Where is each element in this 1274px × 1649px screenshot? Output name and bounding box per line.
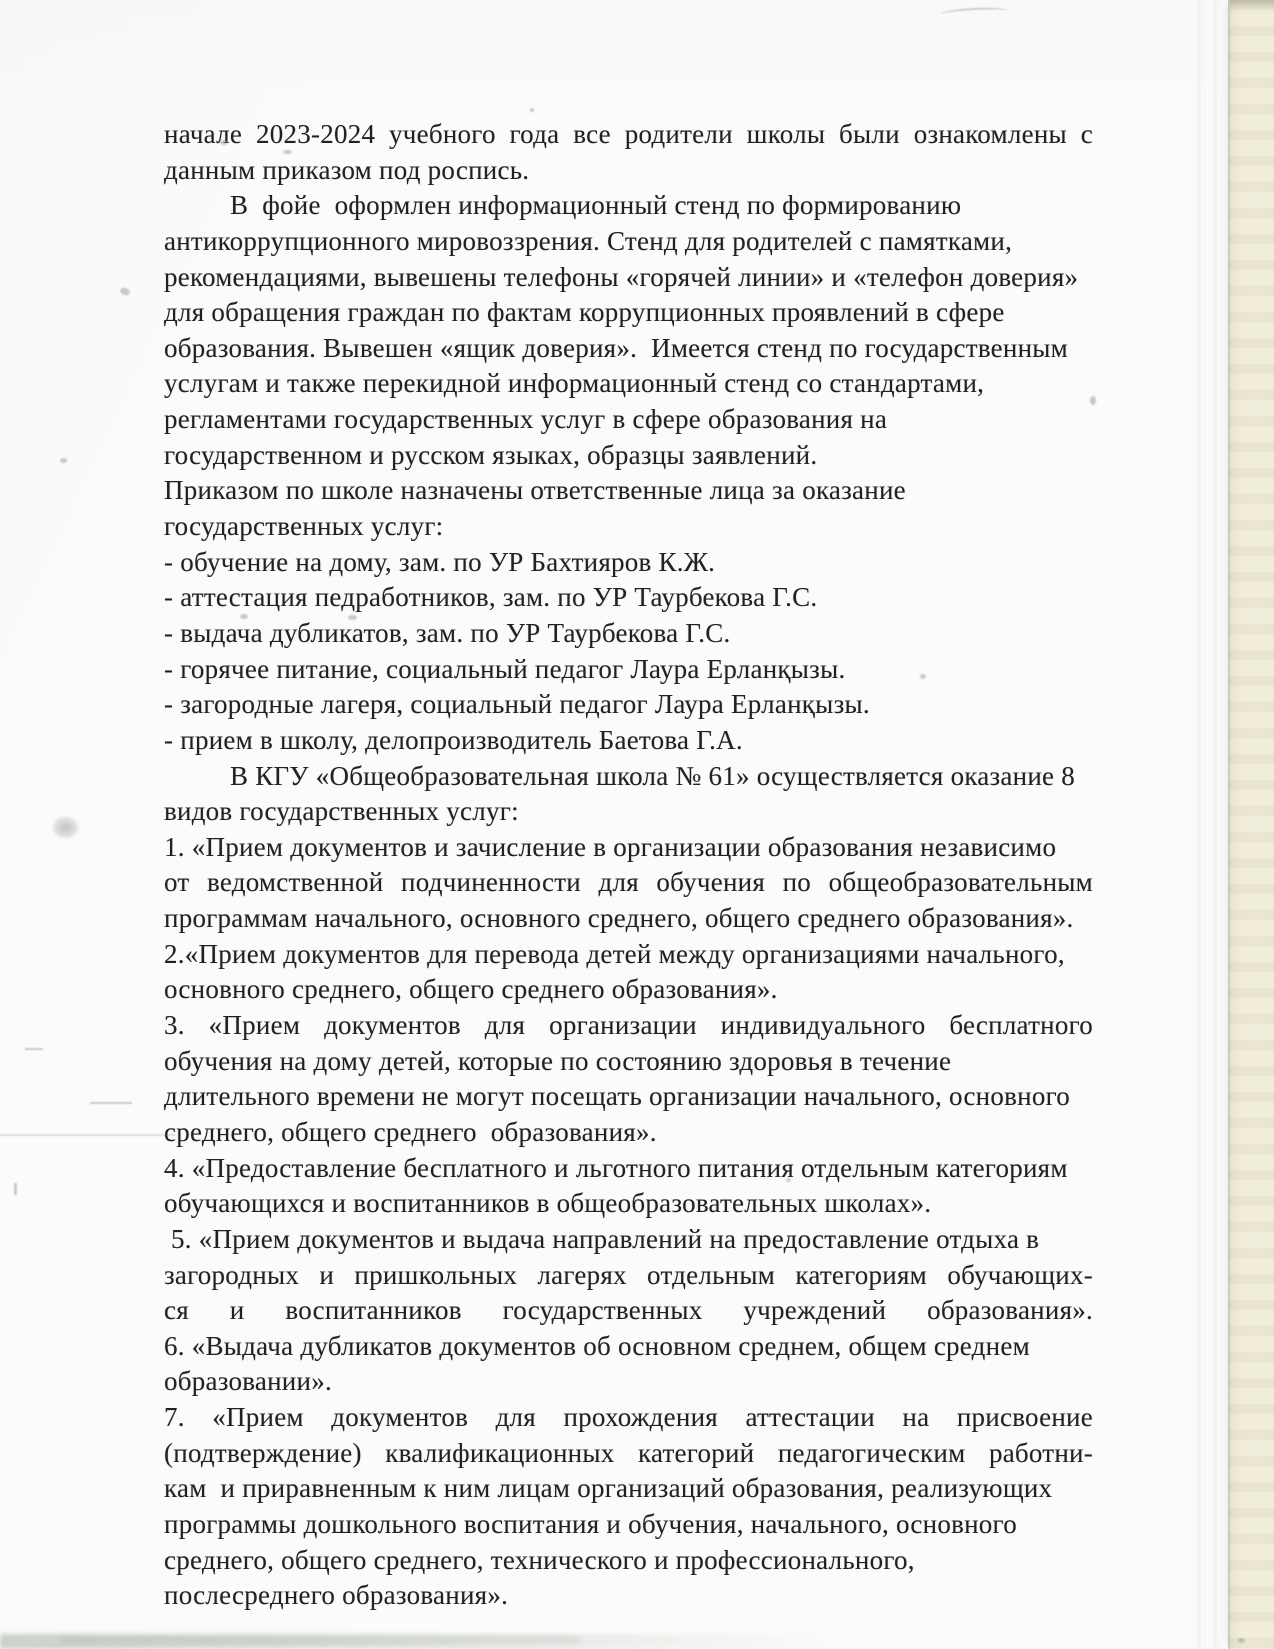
text-line: послесреднего образования». bbox=[164, 1580, 509, 1611]
text-line: 1. «Прием документов и зачисление в организации образования независимо bbox=[164, 831, 1057, 862]
text-line: 2.«Прием документов для перевода детей между организациями начального, bbox=[164, 938, 1065, 969]
text-line: регламентами государственных услуг в сфере образования на bbox=[164, 404, 888, 435]
text-line: 5. «Прием документов и выдача направлений на предоставление отдыха в bbox=[164, 1223, 1040, 1254]
text-line: ся и воспитанников государственных учреждений образования». bbox=[164, 1295, 1093, 1326]
scan-speck bbox=[1090, 396, 1096, 405]
text-line: образования. Вывешен «ящик доверия». Имеется стенд по государственным bbox=[164, 332, 1069, 363]
text-line: программы дошкольного воспитания и обучения, начального, основного bbox=[164, 1508, 1017, 1539]
text-line: основного среднего, общего среднего образования». bbox=[164, 974, 778, 1005]
text-line: - прием в школу, делопроизводитель Баетова Г.А. bbox=[164, 724, 743, 755]
text-line: обучающихся и воспитанников в общеобразовательных школах». bbox=[164, 1188, 932, 1219]
scan-dash bbox=[25, 1048, 43, 1050]
text-line: антикоррупционного мировоззрения. Стенд для родителей с памятками, bbox=[164, 225, 1013, 256]
text-line: для обращения граждан по фактам коррупционных проявлений в сфере bbox=[164, 297, 1005, 328]
text-line: Приказом по школе назначены ответственные лица за оказание bbox=[164, 475, 906, 506]
scan-speck bbox=[348, 615, 357, 620]
text-line: - загородные лагеря, социальный педагог Лаура Ерланқызы. bbox=[164, 689, 870, 720]
text-line: услугам и также перекидной информационный стенд со стандартами, bbox=[164, 368, 985, 399]
scan-edge-strip bbox=[1228, 0, 1274, 1649]
pencil-scribble bbox=[941, 6, 1007, 18]
scan-speck bbox=[119, 287, 131, 297]
scan-edge-streaks bbox=[1190, 0, 1230, 1649]
text-line: начале 2023-2024 учебного года все родители школы были ознакомлены с bbox=[164, 119, 1093, 149]
text-line: программам начального, основного среднего, общего среднего образования». bbox=[164, 903, 1074, 934]
text-line: 4. «Предоставление бесплатного и льготного питания отдельным категориям bbox=[164, 1152, 1068, 1183]
text-line: среднего, общего среднего, технического и профессионального, bbox=[164, 1544, 915, 1575]
text-line: (подтверждение) квалификационных категорий педагогическим работни- bbox=[164, 1437, 1093, 1468]
text-line: - аттестация педработников, зам. по УР Таурбекова Г.С. bbox=[164, 582, 818, 613]
text-line: рекомендациями, вывешены телефоны «горячей линии» и «телефон доверия» bbox=[164, 261, 1079, 292]
text-line: загородных и пришкольных лагерях отдельным категориям обучающих- bbox=[164, 1259, 1093, 1290]
text-line: - обучение на дому, зам. по УР Бахтияров К.Ж. bbox=[164, 546, 716, 577]
scan-speck bbox=[920, 674, 926, 679]
text-line: образовании». bbox=[164, 1366, 332, 1397]
document-text bbox=[164, 117, 1093, 1614]
scan-speck bbox=[240, 614, 248, 619]
scan-speck bbox=[1238, 1638, 1245, 1643]
scan-dash bbox=[0, 1134, 175, 1136]
text-line: 7. «Прием документов для прохождения аттестации на присвоение bbox=[164, 1402, 1093, 1433]
text-line: среднего, общего среднего образования». bbox=[164, 1116, 657, 1147]
text-line: кам и приравненным к ним лицам организаций образования, реализующих bbox=[164, 1473, 1053, 1504]
text-line: государственных услуг: bbox=[164, 511, 444, 542]
text-line: В КГУ «Общеобразовательная школа № 61» осуществляется оказание 8 bbox=[230, 760, 1076, 791]
scan-speck bbox=[283, 150, 292, 154]
text-line: В фойе оформлен информационный стенд по формированию bbox=[230, 190, 962, 221]
text-line: - горячее питание, социальный педагог Лаура Ерланқызы. bbox=[164, 653, 846, 684]
scan-tick bbox=[14, 1183, 17, 1195]
scan-speck bbox=[786, 1178, 791, 1182]
text-line: данным приказом под роспись. bbox=[164, 154, 530, 185]
text-line: длительного времени не могут посещать организации начального, основного bbox=[164, 1081, 1070, 1112]
text-line: видов государственных услуг: bbox=[164, 796, 519, 827]
scan-smudge bbox=[60, 1637, 580, 1643]
scan-speck bbox=[530, 108, 534, 112]
text-line: 3. «Прием документов для организации индивидуального бесплатного bbox=[164, 1010, 1093, 1041]
scan-speck bbox=[220, 140, 228, 145]
scan-speck bbox=[60, 458, 67, 463]
scan-blot bbox=[52, 816, 79, 839]
text-line: государственном и русском языках, образцы заявлений. bbox=[164, 439, 818, 470]
text-line: от ведомственной подчиненности для обучения по общеобразовательным bbox=[164, 867, 1093, 898]
scan-dash bbox=[90, 1102, 132, 1104]
text-line: обучения на дому детей, которые по состоянию здоровья в течение bbox=[164, 1045, 952, 1076]
text-line: - выдача дубликатов, зам. по УР Таурбекова Г.С. bbox=[164, 617, 731, 648]
text-line: 6. «Выдача дубликатов документов об основном среднем, общем среднем bbox=[164, 1330, 1030, 1361]
